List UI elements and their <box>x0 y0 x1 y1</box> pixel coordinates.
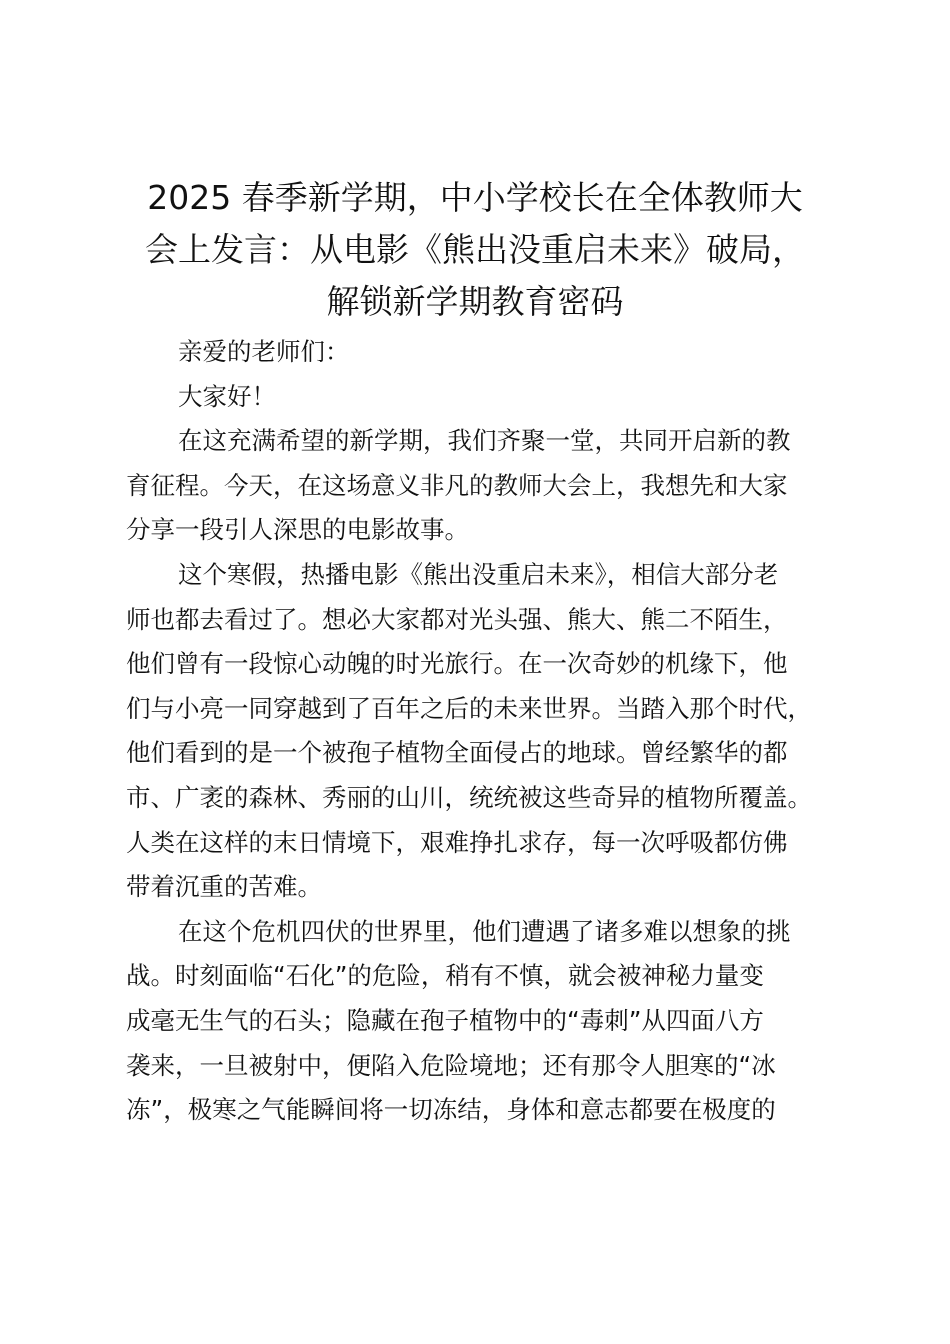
paragraph-movie-line: 市、广袤的森林、秀丽的山川，统统被这些奇异的植物所覆盖。 <box>126 782 812 812</box>
hello-line: 大家好！ <box>178 381 276 411</box>
paragraph-movie-line: 师也都去看过了。想必大家都对光头强、熊大、熊二不陌生， <box>126 604 788 634</box>
greeting-line: 亲爱的老师们： <box>178 337 350 366</box>
paragraph-movie-line: 人类在这样的末日情境下，艰难挣扎求存，每一次呼吸都仿佛 <box>126 827 788 857</box>
paragraph-challenge-line: 战。时刻面临“石化”的危险，稍有不慎，就会被神秘力量变 <box>126 961 764 991</box>
title-line-2: 会上发言：从电影《熊出没重启未来》破局， <box>145 230 805 269</box>
paragraph-challenge-line: 成毫无生气的石头；隐藏在孢子植物中的“毒刺”从四面八方 <box>126 1005 764 1035</box>
paragraph-movie-line: 们与小亮一同穿越到了百年之后的未来世界。当踏入那个时代， <box>126 693 812 723</box>
title-line-1: 2025 春季新学期，中小学校长在全体教师大 <box>147 178 803 217</box>
paragraph-intro-line: 育征程。今天，在这场意义非凡的教师大会上，我想先和大家 <box>126 470 788 500</box>
paragraph-intro-line: 分享一段引人深思的电影故事。 <box>126 515 469 545</box>
paragraph-challenge-line: 在这个危机四伏的世界里，他们遭遇了诸多难以想象的挑 <box>178 916 791 946</box>
paragraph-movie-line: 他们看到的是一个被孢子植物全面侵占的地球。曾经繁华的都 <box>126 738 788 768</box>
paragraph-challenge-line: 袭来，一旦被射中，便陷入危险境地；还有那令人胆寒的“冰 <box>126 1050 776 1080</box>
paragraph-movie-line: 这个寒假，热播电影《熊出没重启未来》，相信大部分老 <box>178 559 779 589</box>
document-body <box>126 330 866 1133</box>
paragraph-movie-line: 带着沉重的苦难。 <box>126 872 322 902</box>
title-line-3: 解锁新学期教育密码 <box>326 282 624 321</box>
paragraph-movie-line: 他们曾有一段惊心动魄的时光旅行。在一次奇妙的机缘下，他 <box>126 649 788 679</box>
paragraph-intro-line: 在这充满希望的新学期，我们齐聚一堂，共同开启新的教 <box>178 426 791 456</box>
document-title <box>120 172 830 328</box>
paragraph-challenge-line: 冻”，极寒之气能瞬间将一切冻结，身体和意志都要在极度的 <box>126 1095 776 1125</box>
